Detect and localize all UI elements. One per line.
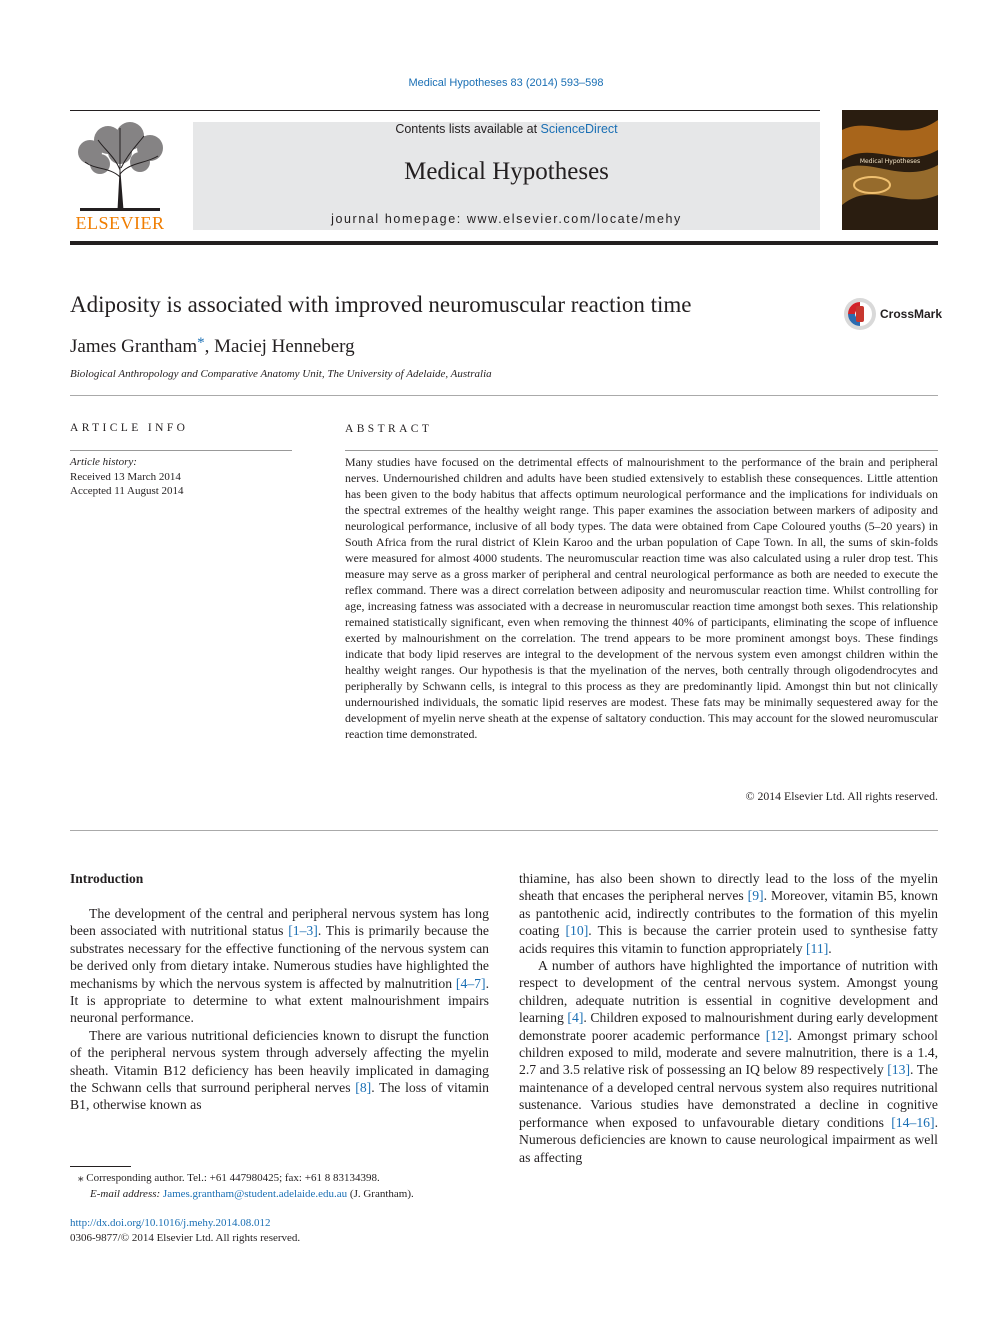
tree-icon [70, 122, 170, 214]
journal-banner [193, 122, 820, 230]
doi-block [70, 1216, 300, 1246]
doi-link[interactable]: http://dx.doi.org/10.1016/j.mehy.2014.08.012 [70, 1217, 271, 1229]
corresponding-author-mark[interactable]: * [197, 335, 205, 351]
citation-link[interactable]: [8] [355, 1080, 372, 1096]
body-paragraph: thiamine, has also been shown to directly lead to the loss of the myelin sheath that encases the peripheral nerves [9]. Moreover, vitamin B5, known as pantothenic acid, indirectly contributes to the formation of this myelin coating [10]. This is because the carrier protein used to synthesise fatty acids requires this vitamin to function appropriately [11]. [519, 871, 939, 956]
article-info-heading: ARTICLE INFO [70, 422, 189, 434]
crossmark-icon [843, 297, 877, 331]
crossmark-label: CrossMark [880, 307, 943, 321]
cover-art-icon [842, 110, 938, 230]
email-link[interactable]: James.grantham@student.adelaide.edu.au [162, 1188, 348, 1200]
introduction-heading: Introduction [70, 871, 144, 886]
author-name[interactable]: Maciej Henneberg [214, 336, 355, 357]
crossmark-badge[interactable] [843, 297, 943, 333]
footnote-rule [70, 1166, 131, 1167]
citation-link[interactable]: [14–16] [891, 1114, 935, 1130]
journal-cover-image[interactable] [842, 110, 938, 230]
contents-prefix: Contents lists available at [395, 122, 541, 136]
email-note: E-mail address: James.grantham@student.adelaide.edu.au (J. Grantham). [90, 1188, 414, 1200]
abstract-rule [345, 450, 938, 451]
section-rule [70, 830, 938, 831]
header-rule [70, 110, 820, 111]
history-label: Article history: [70, 456, 137, 468]
citation-link[interactable]: [4] [567, 1010, 584, 1026]
journal-citation[interactable]: Medical Hypotheses 83 (2014) 593–598 [408, 77, 604, 89]
sciencedirect-link[interactable]: ScienceDirect [540, 122, 618, 136]
citation-link[interactable]: [11] [805, 940, 829, 956]
citation-link[interactable]: [10] [565, 923, 589, 939]
author-separator: , [204, 336, 215, 357]
contents-line [193, 122, 820, 136]
author-name[interactable]: James Grantham [70, 336, 198, 357]
abstract-copyright: © 2014 Elsevier Ltd. All rights reserved. [745, 789, 938, 803]
abstract-heading: ABSTRACT [345, 423, 433, 435]
journal-name: Medical Hypotheses [404, 158, 609, 185]
body-paragraph: A number of authors have highlighted the importance of nutrition with respect to development of the central nervous system. Amongst young children, adequate nutrition is essential in cognitive development and learning [4]. Children exposed to malnourishment during early development demonstrate poorer academic performance [12]. Amongst primary school children exposed to mild, moderate and severe malnutrition, there is a 1.4, 2.7 and 3.5 relative risk of possessing an IQ below 89 respectively [13]. The maintenance of a developed central nervous system also requires nutritional sustenance. Various studies have demonstrated a decline in cognitive performance when exposed to unfavourable dietary conditions [14–16]. Numerous deficiencies are known to cause neurological impairment as well as affecting [519, 958, 938, 1165]
elsevier-wordmark: ELSEVIER [75, 213, 165, 233]
article-history [70, 455, 184, 499]
elsevier-logo[interactable] [70, 122, 182, 234]
citation-link[interactable]: [12] [765, 1027, 789, 1043]
footnote [70, 1170, 414, 1202]
section-rule [70, 395, 938, 396]
corresponding-author-note: ⁎ Corresponding author. Tel.: +61 447980425; fax: +61 8 83134398. [78, 1172, 380, 1184]
body-column-right [519, 870, 938, 1166]
citation-link[interactable]: [4–7] [455, 975, 486, 991]
body-paragraph: The development of the central and peripheral nervous system has long been associated with nutritional status [1–3]. This is primarily because the substrates necessary for the effective functioning of the nervous system can be derived only from dietary intake. Numerous studies have highlighted the mechanisms by which the nervous system is affected by malnutrition [4–7]. It is appropriate to determine to what extent malnourishment impairs neuronal performance. [70, 906, 490, 1026]
abstract-text: Many studies have focused on the detrimental effects of malnourishment to the performance of the brain and peripheral nerves. Undernourished children and adults have been studied extensively to establish these consequences. Little attention has been given to the body habitus that affects optimum neurological performance and the implications for individuals on the spectral extremes of the healthy weight range. This paper examines the association between markers of adiposity and neurological performance, inclusive of all body types. The data were obtained from Cape Coloured youths (5–20 years) in South Africa from the rural district of Klein Karoo and the urban population of Cape Town. In all, the sums of skin-folds were measured for almost 4000 students. The neuromuscular reaction time was also calculated using a ruler drop test. This measure may serve as a gross marker of peripheral and central neurological performance as both are needed to execute the reflex command. There was a direct correlation between adiposity and neuromuscular reaction time. Whilst controlling for age, increasing fatness was associated with a decrease in neuromuscular reaction time amongst both sexes. This relationship remained statistically significant, even when removing the thinnest 40% of participants, eliminating the scope of influence exerted by malnourishment on the correlation. The trend appears to be more prominent amongst boys. These findings indicate that body lipid reserves are integral to the development of the nervous system even amongst children within the healthy weight ranges. Our hypothesis is that the myelination of the nerves, both centrally through oligodendrocytes and peripherally by Schwann cells, is integral to this process as they are predominantly lipid. Amongst thin but not clinically undernourished individuals, the somatic lipid reserves are modest. These fats may be minimally sequestered away for the development of myelin nerve sheath at the expense of saltatory conduction. This may account for the slowed neuromuscular reaction time demonstrated. [345, 455, 938, 741]
accepted-date: Accepted 11 August 2014 [70, 485, 184, 497]
body-paragraph: There are various nutritional deficiencies known to disrupt the function of the peripheral nervous system through adversely affecting the myelin sheath. Vitamin B12 deficiency has been heavily implicated in damaging the Schwann cells that surround peripheral nerves [8]. The loss of vitamin B1, otherwise known as [70, 1027, 489, 1113]
received-date: Received 13 March 2014 [70, 470, 181, 483]
journal-homepage[interactable]: journal homepage: www.elsevier.com/locate/mehy [331, 212, 682, 226]
citation-link[interactable]: [1–3] [288, 923, 318, 939]
body-column-left [70, 905, 489, 1114]
citation-link[interactable]: [9] [747, 888, 764, 904]
header-thick-rule [70, 241, 938, 245]
issn-line: 0306-9877/© 2014 Elsevier Ltd. All rights reserved. [70, 1232, 301, 1244]
cover-title: Medical Hypotheses [859, 158, 921, 165]
article-title: Adiposity is associated with improved neuromuscular reaction time [70, 292, 692, 317]
author-list [70, 335, 355, 358]
citation-link[interactable]: [13] [887, 1062, 911, 1078]
footnote-mark: ⁎ [78, 1172, 84, 1184]
affiliation: Biological Anthropology and Comparative Anatomy Unit, The University of Adelaide, Australia [70, 368, 492, 380]
article-info-rule [70, 450, 292, 451]
